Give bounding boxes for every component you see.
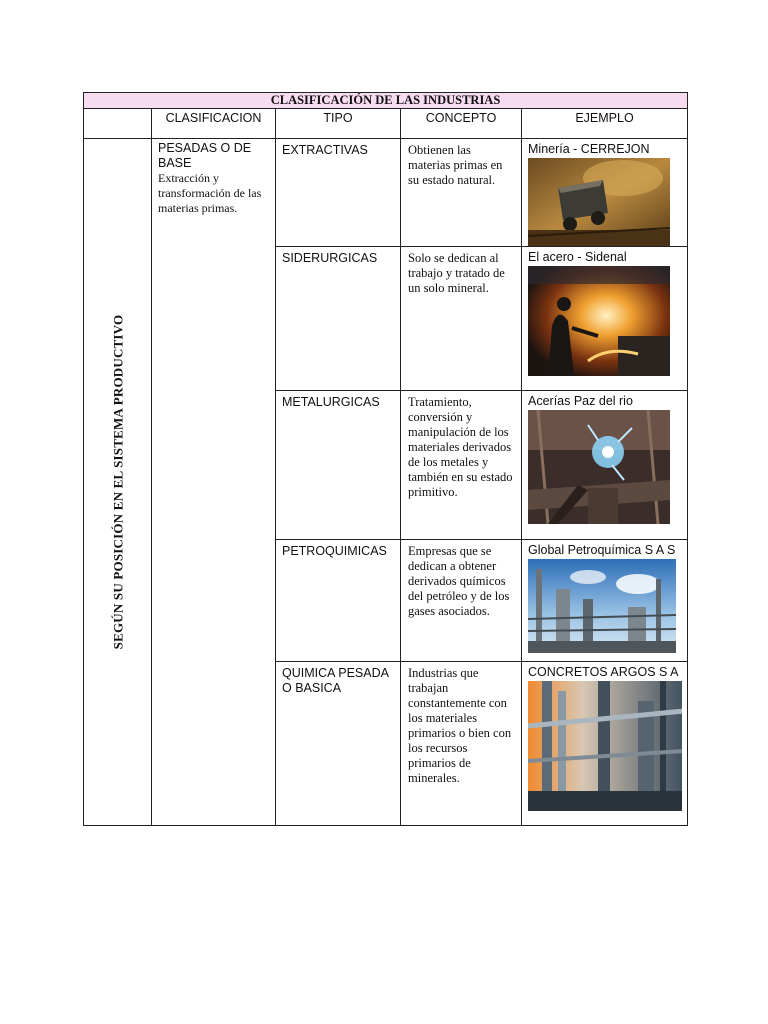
side-label-cell: [84, 139, 152, 826]
mine-cart-photo: [528, 158, 682, 246]
table-title: CLASIFICACIÓN DE LAS INDUSTRIAS: [84, 93, 688, 109]
header-ejemplo: EJEMPLO: [522, 109, 688, 139]
ejemplo-cell: [522, 247, 688, 391]
ejemplo-label: El acero - Sidenal: [528, 250, 627, 264]
welding-photo: [528, 410, 682, 524]
tipo-cell: METALURGICAS: [276, 391, 401, 540]
refinery-photo: [528, 559, 682, 653]
concepto-cell: Empresas que se dedican a obtener derivados químicos del petróleo y de los gases asociados.: [401, 540, 522, 662]
concepto-cell: Industrias que trabajan constantemente con los materiales primarios o bien con los recursos primarios de minerales.: [401, 662, 522, 826]
ejemplo-cell: [522, 540, 688, 662]
ejemplo-label: CONCRETOS ARGOS S A: [528, 665, 679, 679]
ejemplo-label: Global Petroquímica S A S: [528, 543, 676, 557]
ejemplo-label: Acerías Paz del rio: [528, 394, 633, 408]
tipo-cell: EXTRACTIVAS: [276, 139, 401, 247]
header-concepto: CONCEPTO: [401, 109, 522, 139]
ejemplo-label: Minería - CERREJON: [528, 142, 650, 156]
header-empty: [84, 109, 152, 139]
chemical-plant-photo: [528, 681, 682, 811]
ejemplo-cell: [522, 662, 688, 826]
tipo-cell: QUIMICA PESADA O BASICA: [276, 662, 401, 826]
concepto-cell: Solo se dedican al trabajo y tratado de un solo mineral.: [401, 247, 522, 391]
table-row: [84, 139, 688, 247]
concepto-cell: Obtienen las materias primas en su estado natural.: [401, 139, 522, 247]
header-tipo: TIPO: [276, 109, 401, 139]
industries-table: [83, 92, 688, 826]
side-label: SEGÚN SU POSICIÓN EN EL SISTEMA PRODUCTIVO: [110, 314, 125, 650]
ejemplo-cell: [522, 139, 688, 247]
tipo-cell: SIDERURGICAS: [276, 247, 401, 391]
ejemplo-cell: [522, 391, 688, 540]
steel-foundry-photo: [528, 266, 682, 376]
clasificacion-cell: [152, 139, 276, 826]
header-clasificacion: CLASIFICACION: [152, 109, 276, 139]
clasificacion-description: Extracción y transformación de las materias primas.: [158, 171, 262, 215]
concepto-cell: Tratamiento, conversión y manipulación de los materiales derivados de los metales y también en su estado primitivo.: [401, 391, 522, 540]
tipo-cell: PETROQUIMICAS: [276, 540, 401, 662]
clasificacion-name: PESADAS O DE BASE: [158, 141, 252, 170]
